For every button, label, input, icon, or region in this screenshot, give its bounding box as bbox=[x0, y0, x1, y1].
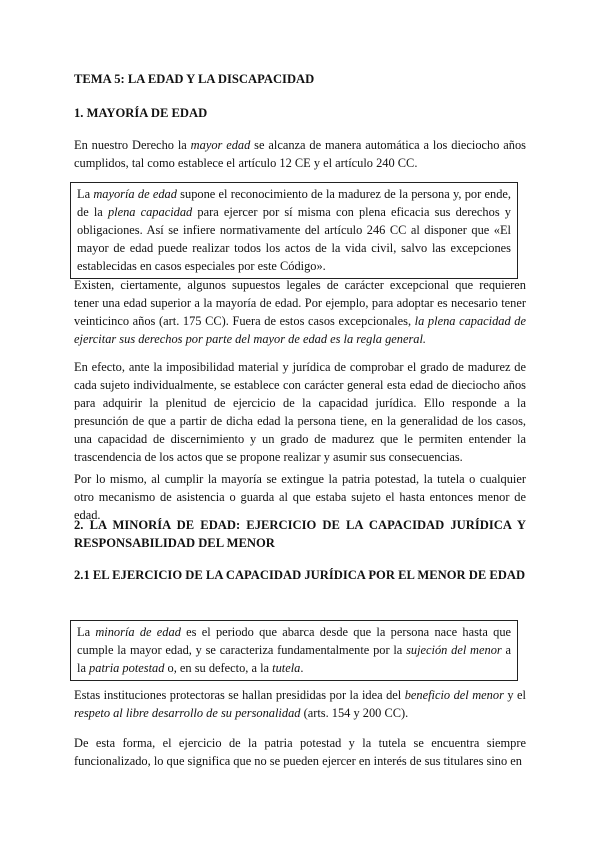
definition-box-minoria bbox=[70, 620, 518, 681]
section-1-heading: 1. MAYORÍA DE EDAD bbox=[74, 106, 208, 120]
section-2-1-heading: 2.1 EL EJERCICIO DE LA CAPACIDAD JURÍDICA POR EL MENOR DE EDAD bbox=[74, 568, 526, 582]
definition-box-mayoria bbox=[70, 182, 518, 279]
section-1-paragraph-2: Existen, ciertamente, algunos supuestos legales de carácter excepcional que requieren tener una edad superior a la mayoría de edad. Por ejemplo, para adoptar es necesario tener veinticinco años (art. 175 CC). Fuera de estos casos excepcionales, la plena capacidad de ejercitar sus derechos por parte del mayor de edad es la regla general. bbox=[74, 278, 526, 346]
section-2-paragraph-2: De esta forma, el ejercicio de la patria potestad y la tutela se encuentra siempre funcionalizado, lo que significa que no se pueden ejercer en interés de sus titulares sino en bbox=[74, 736, 526, 768]
document-title: TEMA 5: LA EDAD Y LA DISCAPACIDAD bbox=[74, 72, 315, 86]
section-1-paragraph-4: Por lo mismo, al cumplir la mayoría se extingue la patria potestad, la tutela o cualquier otro mecanismo de asistencia o guarda al que estaba sujeto el hasta entonces menor de edad. bbox=[74, 472, 526, 522]
definition-text-mayoria: La mayoría de edad supone el reconocimiento de la madurez de la persona y, por ende, de la plena capacidad para ejercer por sí misma con plena eficacia sus derechos y obligaciones. Así se infiere normativamente del artículo 246 CC al disponer que «El mayor de edad puede realizar todos los actos de la vida civil, salvo las excepciones establecidas en casos especiales por este Código». bbox=[77, 187, 511, 273]
section-1-paragraph-1: En nuestro Derecho la mayor edad se alcanza de manera automática a los dieciocho años cumplidos, tal como establece el artículo 12 CE y el artículo 240 CC. bbox=[74, 138, 526, 170]
section-2-heading: 2. LA MINORÍA DE EDAD: EJERCICIO DE LA CAPACIDAD JURÍDICA Y RESPONSABILIDAD DEL MENOR bbox=[74, 518, 526, 550]
definition-text-minoria: La minoría de edad es el periodo que abarca desde que la persona nace hasta que cumple la mayor edad, y se caracteriza fundamentalmente por la sujeción del menor a la patria potestad o, en su defecto, a la tutela. bbox=[77, 625, 512, 675]
section-1-paragraph-3: En efecto, ante la imposibilidad material y jurídica de comprobar el grado de madurez de cada sujeto individualmente, se establece con carácter general esta edad de dieciocho años para adquirir la plenitud de ejercicio de la capacidad jurídica. Ello responde a la presunción de que a partir de dicha edad la persona tiene, en la generalidad de los casos, una capacidad de discernimiento y un grado de madurez que le permiten entender la trascendencia de los actos que se propone realizar y asumir sus consecuencias. bbox=[74, 360, 526, 464]
section-2-paragraph-1: Estas instituciones protectoras se hallan presididas por la idea del beneficio del menor y el respeto al libre desarrollo de su personalidad (arts. 154 y 200 CC). bbox=[74, 688, 526, 720]
